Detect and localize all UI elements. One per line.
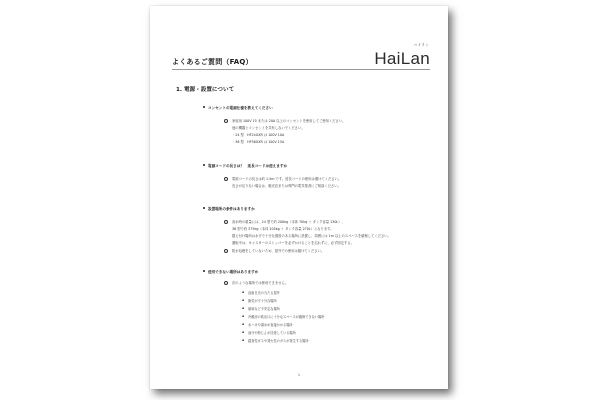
question-text: コンセントの電源仕様を教えてください (208, 106, 273, 110)
bullet-icon (203, 164, 205, 166)
faq-question (208, 164, 287, 169)
faq-answer-line: 長さが足りない場合は、販売店または専門の電気業者にご相談ください。 (232, 184, 341, 188)
list-item: ▪ 水ハネや湯水が直接かかる場所 (248, 322, 293, 327)
title-divider (172, 69, 430, 70)
brand-logo-kana: ハイラン (413, 43, 429, 47)
list-item: ▪ 直射日光の当たる屋外 (248, 290, 280, 295)
faq-answer (232, 248, 324, 254)
answer-text: 高水時の重量には、24 型で約 200kg（本体 70kg ＋ タンク容量 130L）、 (232, 220, 345, 224)
answer-text: 電源コードの長さは約 1.5m です。延長コードの使用は避けてください。 (232, 177, 342, 181)
bullet-icon (203, 106, 205, 108)
page-title: よくあるご質問（FAQ） (172, 58, 253, 66)
document-page (150, 6, 448, 389)
faq-answer (232, 176, 341, 182)
answer-bullet-icon (224, 281, 228, 285)
faq-answer-line: 他の機器とコンセントを共有しないでください。 (232, 126, 305, 130)
faq-answer-line: 36 型で約 375kg（本体 105kg ＋ タンク容量 270L）となります。 (232, 227, 334, 231)
faq-answer (232, 219, 345, 225)
list-item: ▪ 傾斜など不安定な場所 (248, 306, 280, 311)
answer-bullet-icon (224, 177, 228, 181)
answer-text: 家庭用 100V 15 または 20A 以上のコンセントを使用してご使用ください。 (232, 119, 346, 123)
answer-text: 防水処理をしていないため、屋外での使用は避けてください。 (232, 249, 325, 253)
answer-bullet-icon (224, 220, 228, 224)
answer-bullet-icon (224, 119, 228, 123)
faq-question (208, 270, 258, 275)
faq-answer-line: ・24 型 HF24GXR は 100V 10A (232, 133, 285, 137)
faq-question (208, 207, 255, 212)
list-item: ▪ 換気が不十分な場所 (248, 298, 277, 303)
bullet-icon (203, 207, 205, 209)
faq-answer-line: 運転中は、キャスターのストッパーを必ずかけることを忘れずに、必ず固定する。 (232, 241, 354, 245)
brand-logo: HaiLan (374, 49, 430, 68)
faq-answer-line: 据え付け場所は水平で十分な強度のある場所に設置し、周囲には 1m 以上のスペースを確保してください。 (232, 234, 391, 238)
list-item: ▪ 油分や粉じんが浮遊している場所 (248, 330, 296, 335)
answer-bullet-icon (224, 249, 228, 253)
faq-question (208, 106, 273, 111)
list-item: ▪ 冷暖房の吹出口に十分なスペースが確保できない場所 (248, 314, 324, 319)
list-item: ▪ 腐食性ガスや発火性のガスが発生する場所 (248, 338, 309, 343)
faq-answer (232, 118, 345, 124)
question-text: 設置場所の条件はありますか (208, 207, 255, 211)
page-number: 1 (297, 373, 301, 377)
faq-answer-line: ・36 型 HF36GXR は 100V 15A (232, 140, 285, 144)
faq-answer (232, 280, 288, 286)
question-text: 電源コードの長さは？ 延長コードは使えますか (208, 164, 288, 168)
answer-text: 次のような場所では使用できません。 (232, 281, 289, 285)
section-heading: 1. 電源・設置について (176, 87, 235, 93)
question-text: 使用できない場所はありますか (208, 270, 259, 274)
bullet-icon (203, 270, 205, 272)
